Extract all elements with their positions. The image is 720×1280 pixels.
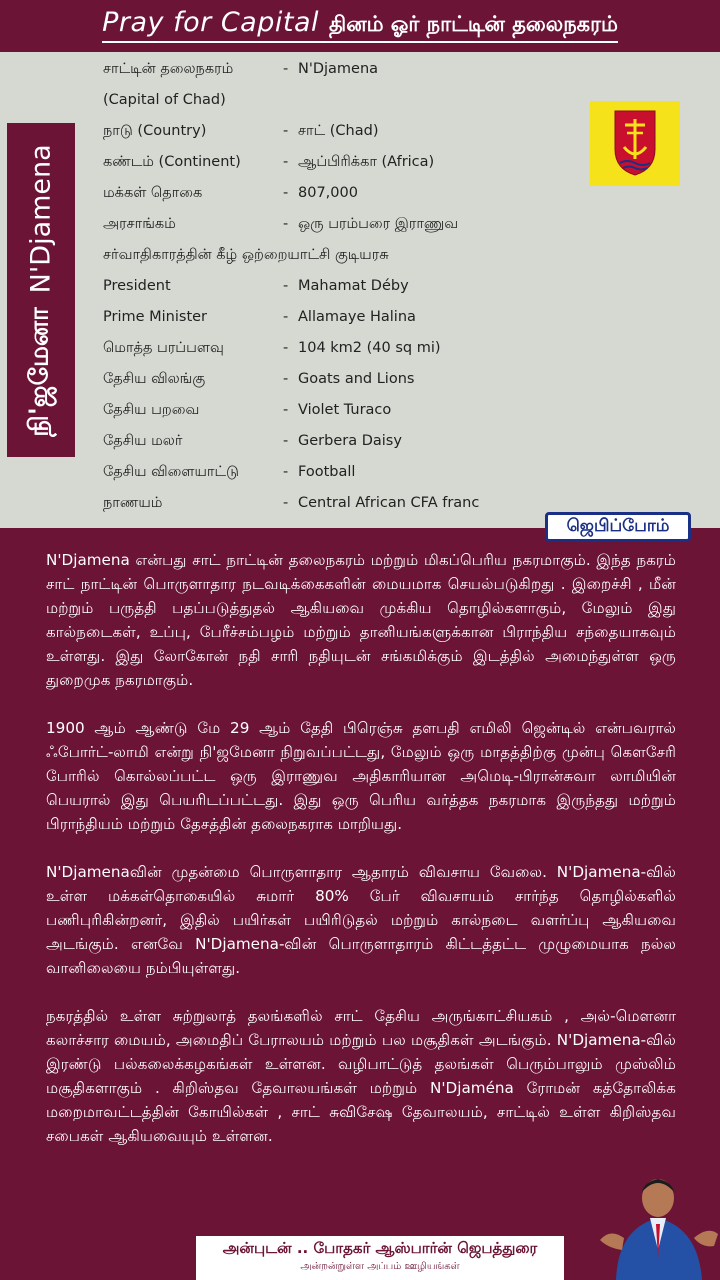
info-row [103, 368, 583, 399]
info-value: 104 km2 (40 sq mi) [298, 340, 441, 356]
ministry-text: அன்றன்றுள்ள அப்பம் ஊழியங்கள் [300, 1261, 460, 1272]
info-value: N'Djamena [298, 61, 379, 77]
info-row [103, 244, 583, 275]
header-bar [0, 0, 720, 50]
info-dash: - [283, 402, 289, 418]
coat-of-arms-flag [590, 101, 680, 186]
title-tamil: தினம் ஓர் நாட்டின் தலைநகரம் [329, 12, 618, 36]
side-label [7, 123, 75, 457]
info-key: சாட்டின் தலைநகரம் [103, 61, 234, 77]
info-row [103, 151, 583, 182]
info-dash: - [283, 123, 289, 139]
info-key: (Capital of Chad) [103, 92, 226, 108]
article-body [46, 548, 676, 1172]
info-dash: - [283, 154, 289, 170]
header-title [102, 7, 618, 43]
pastor-photo [598, 1168, 720, 1280]
info-dash: - [283, 340, 289, 356]
signature-banner [196, 1236, 564, 1280]
info-value: ஒரு பரம்பரை இராணுவ [298, 216, 459, 232]
info-key: தேசிய மலர் [103, 433, 183, 449]
info-key: சர்வாதிகாரத்தின் கீழ் ஒற்றையாட்சி குடியரசு [103, 247, 389, 263]
info-dash: - [283, 371, 289, 387]
info-value: ஆப்பிரிக்கா (Africa) [298, 154, 435, 170]
info-value: Violet Turaco [298, 402, 392, 418]
info-value: Central African CFA franc [298, 495, 480, 511]
info-dash: - [283, 61, 289, 77]
info-key: Prime Minister [103, 309, 208, 325]
info-key: நாணயம் [103, 495, 163, 511]
info-key: தேசிய பறவை [103, 402, 200, 418]
info-value: Football [298, 464, 356, 480]
info-row [103, 58, 583, 89]
info-row [103, 89, 583, 120]
info-key: அரசாங்கம் [103, 216, 176, 232]
paragraph: N'Djamenaவின் முதன்மை பொருளாதார ஆதாரம் விவசாய வேலை. N'Djamena-வில் உள்ள மக்கள்தொகையில் சுமார் 80% பேர் விவசாயம் சார்ந்த தொழில்களில் பணிபுரிகின்றனர், இதில் பயிர்கள் பயிரிடுதல் மற்றும் கால்நடை வளர்ப்பு ஆகியவை அடங்கும். எனவே N'Djamena-வின் பொருளாதாரம் கிட்டத்தட்ட முழுமையாக நல்ல வானிலையை நம்பியுள்ளது. [46, 863, 676, 977]
info-row [103, 275, 583, 306]
paragraph: நகரத்தில் உள்ள சுற்றுலாத் தலங்களில் சாட் தேசிய அருங்காட்சியகம் , அல்-மௌனா கலாச்சார மையம், அமைதிப் பேராலயம் மற்றும் பல மசூதிகள் அடங்கும். N'Djamena-வில் இரண்டு பல்கலைக்கழகங்கள் உள்ளன. வழிபாட்டுத் தலங்கள் பெரும்பாலும் முஸ்லிம் மசூதிகளாகும் . கிறிஸ்தவ தேவாலயங்கள் மற்றும் N'Djaména ரோமன் கத்தோலிக்க மறைமாவட்டத்தின் கோயில்கள் , சாட் சுவிசேஷ தேவாலயம், சாட்டில் உள்ள கிறிஸ்தவ சபைகள் ஆகியவையும் உள்ளன. [46, 1007, 676, 1145]
info-value: Allamaye Halina [298, 309, 416, 325]
info-row [103, 399, 583, 430]
info-value: Goats and Lions [298, 371, 415, 387]
side-label-english: N'Djamena [25, 143, 57, 293]
side-label-tamil: நி'ஜமேனா [24, 306, 55, 437]
info-row [103, 430, 583, 461]
title-english: Pray for Capital [102, 7, 319, 38]
info-row [103, 492, 583, 523]
info-row [103, 120, 583, 151]
info-value: Mahamat Déby [298, 278, 409, 294]
info-dash: - [283, 185, 289, 201]
info-key: நாடு (Country) [103, 123, 207, 139]
info-dash: - [283, 464, 289, 480]
info-key: மொத்த பரப்பளவு [103, 340, 224, 356]
paragraph: 1900 ஆம் ஆண்டு மே 29 ஆம் தேதி பிரெஞ்சு தளபதி எமிலி ஜென்டில் என்பவரால் ஃபோர்ட்-லாமி என்று நி'ஜமேனா நிறுவப்பட்டது, மேலும் ஒரு மாதத்திற்கு முன்பு கௌசேரி போரில் கொல்லப்பட்ட ஒரு இராணுவ அதிகாரியான அமெடி-பிரான்சுவா லாமியின் பெயரால் இது பெயரிடப்பட்டது. இது ஒரு பெரிய வர்த்தக நகரமாக இருந்தது மற்றும் பிராந்தியம் மற்றும் தேசத்தின் தலைநகராக மாறியது. [46, 719, 676, 833]
info-row [103, 337, 583, 368]
info-dash: - [283, 216, 289, 232]
info-table [103, 58, 583, 523]
info-key: மக்கள் தொகை [103, 185, 203, 201]
info-row [103, 213, 583, 244]
info-value: 807,000 [298, 185, 358, 201]
info-value: சாட் (Chad) [298, 123, 379, 139]
pray-stamp [545, 512, 691, 542]
info-row [103, 461, 583, 492]
info-row [103, 306, 583, 337]
info-dash: - [283, 495, 289, 511]
info-key: President [103, 278, 171, 294]
info-key: தேசிய விலங்கு [103, 371, 206, 387]
info-key: தேசிய விளையாட்டு [103, 464, 239, 480]
person-icon [598, 1168, 720, 1280]
anchor-emblem-icon [590, 101, 680, 186]
info-value: Gerbera Daisy [298, 433, 402, 449]
info-dash: - [283, 278, 289, 294]
pray-stamp-label: ஜெபிப்போம் [566, 516, 670, 536]
info-key: கண்டம் (Continent) [103, 154, 241, 170]
paragraph: N'Djamena என்பது சாட் நாட்டின் தலைநகரம் மற்றும் மிகப்பெரிய நகரமாகும். இந்த நகரம் சாட் நாட்டின் பொருளாதார நடவடிக்கைகளின் மையமாக செயல்படுகிறது . இறைச்சி , மீன் மற்றும் பருத்தி பதப்படுத்துதல் ஆகியவை முக்கிய தொழில்களாகும், மேலும் இது கால்நடைகள், உப்பு, பேரீச்சம்பழம் மற்றும் தானியங்களுக்கான பிராந்திய சந்தையாகவும் உள்ளது. இது லோகோன் நதி சாரி நதியுடன் சங்கமிக்கும் இடத்தில் அமைந்துள்ள ஒரு துறைமுக நகரமாகும். [46, 551, 676, 689]
info-dash: - [283, 433, 289, 449]
info-row [103, 182, 583, 213]
info-dash: - [283, 309, 289, 325]
signature-text: அன்புடன் .. போதகர் ஆஸ்பார்ன் ஜெபத்துரை [222, 1239, 538, 1257]
